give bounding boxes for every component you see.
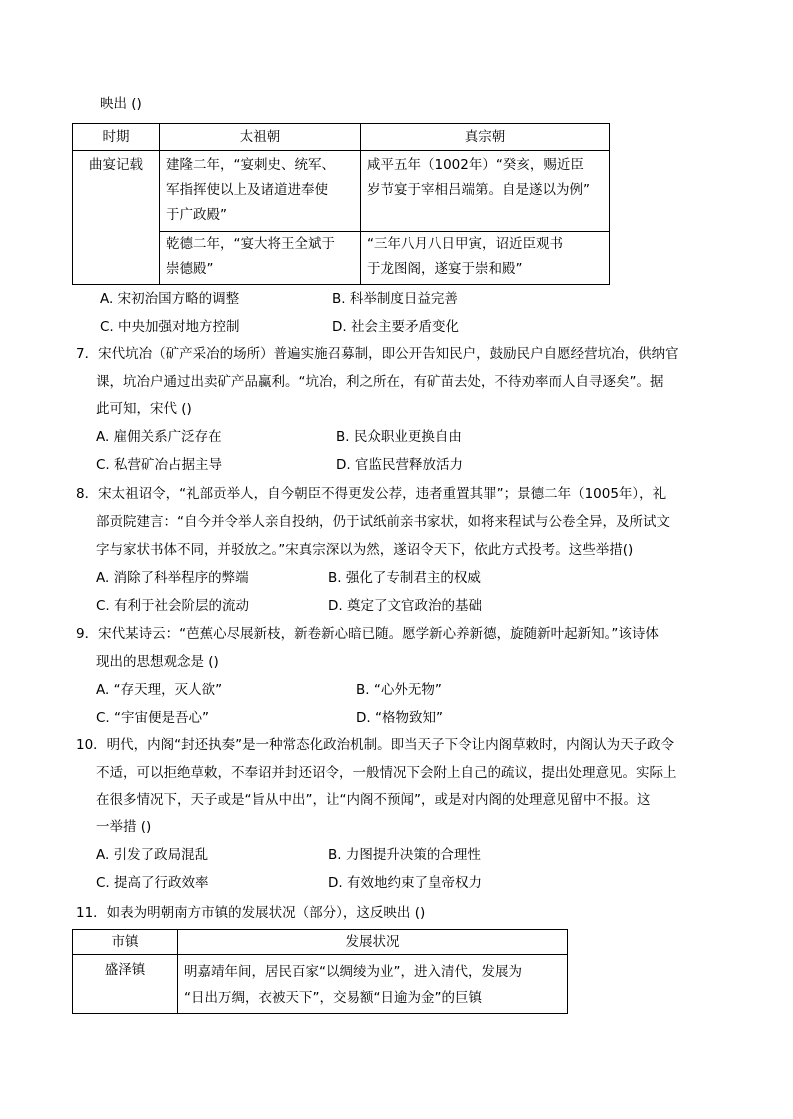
table-court-banquets bbox=[72, 123, 610, 285]
question-8-line: 字与家状书体不同，并驳放之。”宋真宗深以为然，遂诏令天下，依此方式投考。这些举措() bbox=[96, 542, 634, 558]
table-row-label: 曲宴记载 bbox=[73, 151, 160, 285]
option-a: A. 引发了政局混乱 bbox=[96, 847, 209, 863]
question-11-stem: 11．如表为明朝南方市镇的发展状况（部分），这反映出 () bbox=[76, 905, 426, 921]
table-row-label: 盛泽镇 bbox=[73, 955, 178, 1014]
option-a: A. 消除了科举程序的弊端 bbox=[96, 570, 249, 586]
option-b: B. 强化了专制君主的权威 bbox=[328, 570, 481, 586]
option-d: D. “格物致知” bbox=[356, 710, 443, 726]
option-c: C. “宇宙便是吾心” bbox=[96, 710, 209, 726]
option-d: D. 社会主要矛盾变化 bbox=[332, 319, 459, 335]
table-header-development: 发展状况 bbox=[178, 930, 568, 955]
option-b: B. “心外无物” bbox=[356, 682, 442, 698]
question-10-line: 10．明代，内阁“封还执奏”是一种常态化政治机制。即当天子下令让内阁草敕时，内阁认为天子政令 bbox=[76, 737, 675, 753]
question-10-line: 不适，可以拒绝草敕，不奉诏并封还诏令，一般情况下会附上自己的疏议，提出处理意见。实际上 bbox=[96, 765, 677, 781]
table-header-town: 市镇 bbox=[73, 930, 178, 955]
option-a: A. 雇佣关系广泛存在 bbox=[96, 429, 222, 445]
option-b: B. 力图提升决策的合理性 bbox=[328, 847, 481, 863]
table-row bbox=[73, 151, 610, 232]
option-b: B. 科举制度日益完善 bbox=[332, 291, 458, 307]
table-cell: 咸平五年（1002年）“癸亥，赐近臣 岁节宴于宰相吕端第。自是遂以为例” bbox=[361, 151, 610, 232]
table-cell: 乾德二年，“宴大将王全斌于 崇德殿” bbox=[160, 232, 361, 285]
option-c: C. 私营矿冶占据主导 bbox=[96, 457, 223, 473]
table-cell: 建隆二年，“宴刺史、统军、 军指挥使以上及诸道进奉使 于广政殿” bbox=[160, 151, 361, 232]
table-header-zhenzong: 真宗朝 bbox=[361, 124, 610, 151]
option-d: D. 官监民营释放活力 bbox=[336, 457, 463, 473]
option-d: D. 奠定了文官政治的基础 bbox=[328, 598, 482, 614]
option-c: C. 有利于社会阶层的流动 bbox=[96, 598, 250, 614]
table-header-row bbox=[73, 124, 610, 151]
table-header-row bbox=[73, 930, 568, 955]
option-c: C. 中央加强对地方控制 bbox=[100, 319, 240, 335]
question-7-line: 7．宋代坑冶（矿产采冶的场所）普遍实施召募制，即公开告知民户，鼓励民户自愿经营坑冶，供纳官 bbox=[76, 346, 679, 362]
option-a: A. 宋初治国方略的调整 bbox=[100, 291, 240, 307]
option-a: A. “存天理，灭人欲” bbox=[96, 682, 223, 698]
option-d: D. 有效地约束了皇帝权力 bbox=[328, 875, 482, 891]
question-7-line: 此可知，宋代 () bbox=[96, 401, 192, 417]
question-9-line: 9．宋代某诗云：“芭蕉心尽展新枝，新卷新心暗已随。愿学新心养新德，旋随新叶起新知。”该诗体 bbox=[76, 626, 659, 642]
question-9-line: 现出的思想观念是 () bbox=[96, 654, 219, 670]
question-7-line: 课，坑冶户通过出卖矿产品赢利。“坑冶，利之所在，有矿苗去处，不待劝率而人自寻逐矣”。据 bbox=[96, 374, 664, 390]
question-8-line: 部贡院建言：“自今并令举人亲自投纳，仍于试纸前亲书家状，如将来程试与公卷全异，及所试文 bbox=[96, 514, 670, 530]
question-10-line: 在很多情况下，天子或是“旨从中出”，让“内阁不预闻”，或是对内阁的处理意见留中不报。这 bbox=[96, 792, 651, 808]
question-10-line: 一举措 () bbox=[96, 819, 152, 835]
table-cell: 明嘉靖年间，居民百家“以绸绫为业”，进入清代，发展为 “日出万绸，衣被天下”，交易额“日逾为金”的巨镇 bbox=[178, 955, 568, 1014]
option-c: C. 提高了行政效率 bbox=[96, 875, 209, 891]
table-cell: “三年八月八日甲寅，诏近臣观书 于龙图阁，遂宴于崇和殿” bbox=[361, 232, 610, 285]
table-row bbox=[73, 955, 568, 1014]
option-b: B. 民众职业更换自由 bbox=[336, 429, 462, 445]
question-6-stem-tail: 映出 () bbox=[100, 96, 142, 112]
question-8-line: 8．宋太祖诏令，“礼部贡举人，自今朝臣不得更发公荐，违者重置其罪”；景德二年（1005年），礼 bbox=[76, 486, 667, 502]
table-market-towns bbox=[72, 929, 568, 1014]
table-header-period: 时期 bbox=[73, 124, 160, 151]
table-header-taizu: 太祖朝 bbox=[160, 124, 361, 151]
